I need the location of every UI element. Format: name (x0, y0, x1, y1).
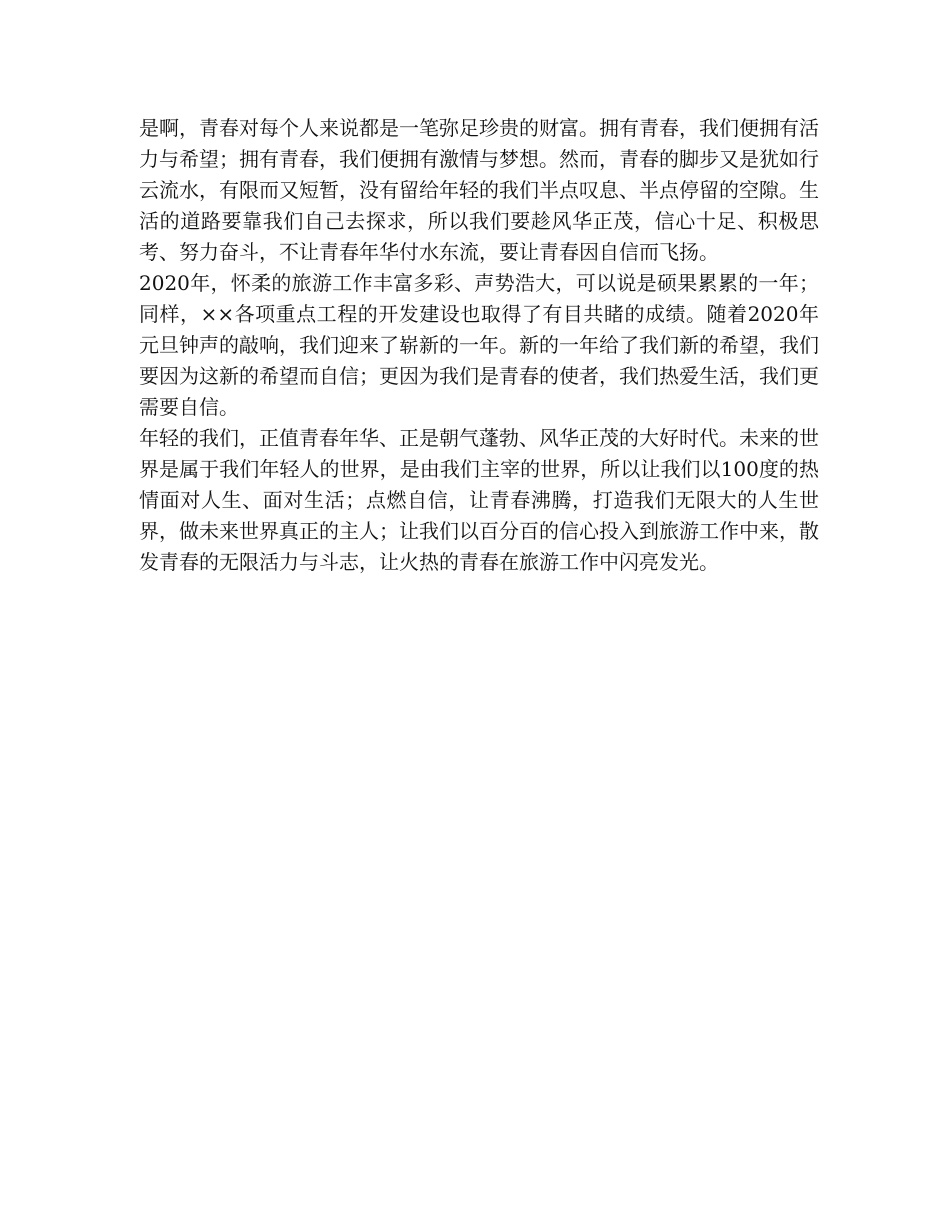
paragraph-2: 2020年，怀柔的旅游工作丰富多彩、声势浩大，可以说是硕果累累的一年；同样，××各项重点工程的开发建设也取得了有目共睹的成绩。随着2020年元旦钟声的敲响，我们迎来了崭新的一年。新的一年给了我们新的希望，我们要因为这新的希望而自信；更因为我们是青春的使者，我们热爱生活，我们更需要自信。 (139, 271, 819, 419)
paragraph-1: 是啊，青春对每个人来说都是一笔弥足珍贵的财富。拥有青春，我们便拥有活力与希望；拥有青春，我们便拥有激情与梦想。然而，青春的脚步又是犹如行云流水，有限而又短暂，没有留给年轻的我们半点叹息、半点停留的空隙。生活的道路要靠我们自己去探求，所以我们要趁风华正茂，信心十足、积极思考、努力奋斗，不让青春年华付水东流，要让青春因自信而飞扬。 (139, 116, 819, 264)
document-body (139, 113, 819, 578)
paragraph-3: 年轻的我们，正值青春年华、正是朝气蓬勃、风华正茂的大好时代。未来的世界是属于我们年轻人的世界，是由我们主宰的世界，所以让我们以100度的热情面对人生、面对生活；点燃自信，让青春沸腾，打造我们无限大的人生世界，做未来世界真正的主人；让我们以百分百的信心投入到旅游工作中来，散发青春的无限活力与斗志，让火热的青春在旅游工作中闪亮发光。 (139, 426, 819, 574)
